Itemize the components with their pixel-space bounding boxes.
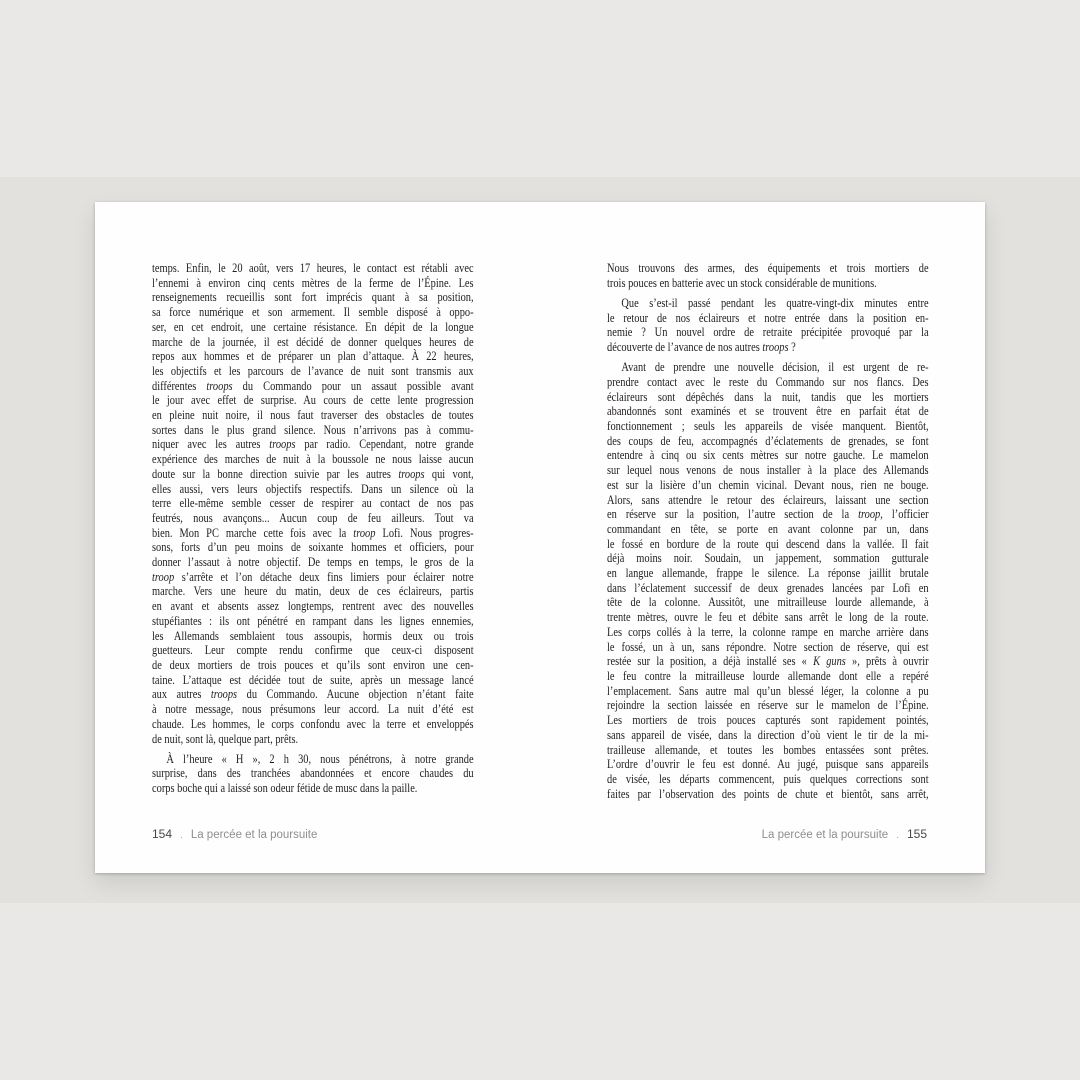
- text-line: trente mètres, ouvre le feu et débite sans arrêt le long de la route.: [607, 609, 929, 625]
- text-line: l’ennemi à environ cinq cents mètres de la ferme de l’Épine. Les: [152, 274, 474, 290]
- text-line: elles aussi, vers leurs objectifs respectifs. Dans un silence où la: [152, 480, 474, 496]
- paragraph: [607, 360, 929, 801]
- text-line: rejoindre la section laissée en réserve sur le mamelon de l’Épine.: [607, 697, 929, 713]
- text-line: À l’heure « H », 2 h 30, nous pénétrons, à notre grande: [166, 750, 474, 766]
- page-number: 154: [152, 827, 173, 841]
- text-line: repos aux hommes et de préparer un plan d’attaque. À 22 heures,: [152, 348, 474, 364]
- text-line: chaude. Les hommes, le corps confondu avec la terre et enveloppés: [152, 715, 474, 731]
- text-line: marche de la journée, il est décidé de donner quelques heures de: [152, 333, 474, 349]
- text-line: sortes dans le plus grand silence. Nous n’arrivons pas à commu-: [152, 421, 474, 437]
- text-line: tête de la colonne. Aussitôt, une mitrailleuse lourde allemande, à: [607, 594, 929, 610]
- paragraph: [152, 261, 474, 746]
- text-line: en réserve sur la position, l’autre section de la troop, l’officier: [607, 506, 929, 522]
- text-line: à notre message, nous présumons leur accord. La nuit d’été est: [152, 701, 474, 717]
- text-line: Les corps collés à la terre, la colonne rampe en marche arrière dans: [607, 623, 929, 639]
- paragraph: [152, 752, 474, 796]
- footer-left: [152, 827, 317, 843]
- body-text-column-right: [607, 261, 1009, 801]
- text-line: nemie ? Un nouvel ordre de retraite précipitée provoqué par la: [607, 324, 929, 340]
- text-line: Les mortiers de trois pouces capturés sont rapidement pointés,: [607, 712, 929, 728]
- text-line: le retour de nos éclaireurs et notre entrée dans la position en-: [607, 309, 929, 325]
- text-line: éclaireurs sont dépêchés dans la nuit, tandis que les mortiers: [607, 388, 929, 404]
- text-line: dans l’éclatement successif de deux grenades lancées par Lofi en: [607, 579, 929, 595]
- text-line: de visée, les départs commencent, puis quelques corrections sont: [607, 770, 929, 786]
- text-line: niquer avec les autres troops par radio. Cependant, notre grande: [152, 436, 474, 452]
- chapter-title: La percée et la poursuite: [761, 829, 889, 841]
- text-line: le fossé, un à un, sans répondre. Notre section de réserve, qui est: [607, 638, 929, 654]
- text-line: stupéfiantes : ils ont pénétré en rampant dans les lignes ennemies,: [152, 612, 474, 628]
- paragraph: [607, 261, 929, 290]
- separator-dot: .: [896, 830, 899, 841]
- text-line: trailleuse allemande, et toutes les bombes entassées sont prêtes.: [607, 741, 929, 757]
- text-line: les objectifs et les parcours de l’avance de nuit sont transmis aux: [152, 362, 474, 378]
- text-line: prendre contact avec le reste du Commando sur nos flancs. Des: [607, 373, 929, 389]
- text-line: renseignements recueillis sont fort imprécis quant à sa position,: [152, 289, 474, 305]
- text-line: sans appareil de visée, dans la direction d’où vient le tir de la mi-: [607, 726, 929, 742]
- text-line: Alors, sans attendre le retour des éclaireurs, laissant une section: [607, 491, 929, 507]
- text-line: en pleine nuit noire, il nous faut traverser des obstacles de toutes: [152, 407, 474, 423]
- text-line: en langue allemande, frappe le silence. La réponse jaillit brutale: [607, 565, 929, 581]
- text-line: commandant en tête, se porte en avant colonne par un, dans: [607, 520, 929, 536]
- text-line: feutrés, nous avançons... Aucun coup de feu ailleurs. Tout va: [152, 509, 474, 525]
- separator-dot: .: [180, 830, 183, 841]
- text-line: de nuit, sont là, quelque part, prêts.: [152, 730, 299, 746]
- body-text-left: [152, 261, 474, 796]
- text-line: des coups de feu, accompagnés d’éclatements de grenades, se font: [607, 432, 929, 448]
- text-line: expérience des marches de nuit à la boussole ne nous laisse aucun: [152, 451, 474, 467]
- page-right: [540, 202, 985, 873]
- body-text-right: [607, 261, 929, 801]
- text-line: abandonnés sont examinés et se trouvent être en parfait état de: [607, 403, 929, 419]
- footer-right: [762, 827, 927, 843]
- text-line: le jour avec effet de surprise. Au cours de cette lente progression: [152, 392, 474, 408]
- text-line: fonctionnement ; seuls les appareils de visée manquent. Bientôt,: [607, 418, 929, 434]
- text-line: doute sur la bonne direction suivie par les autres troops qui vont,: [152, 465, 474, 481]
- text-line: troop s’arrête et l’on détache deux fins limiers pour éclairer notre: [152, 568, 474, 584]
- text-line: taine. L’attaque est décidée tout de suite, après un message lancé: [152, 671, 474, 687]
- text-line: guetteurs. Leur compte rendu confirme que ceux-ci disposent: [152, 642, 474, 658]
- text-line: différentes troops du Commando pour un assaut possible avant: [152, 377, 474, 393]
- text-line: sur lequel nous venons de nous installer à la place des Allemands: [607, 462, 929, 478]
- body-text-column-left: [152, 261, 554, 796]
- text-line: restée sur la position, a déjà installé ses « K guns », prêts à ouvrir: [607, 653, 929, 669]
- text-line: sons, forts d’un peu moins de soixante hommes et officiers, pour: [152, 539, 474, 555]
- text-line: surprise, dans des tranchées abandonnées et encore chaudes du: [152, 765, 474, 781]
- text-line: ser, en cet endroit, une certaine résistance. En dépit de la longue: [152, 318, 474, 334]
- text-line: trois pouces en batterie avec un stock considérable de munitions.: [607, 274, 877, 290]
- text-line: est sur la lisière d’un chemin vicinal. Devant nous, rien ne bouge.: [607, 476, 929, 492]
- page-number: 155: [906, 827, 927, 841]
- chapter-title: La percée et la poursuite: [190, 829, 318, 841]
- text-line: marche. Vers une heure du matin, deux de ces éclaireurs, partis: [152, 583, 474, 599]
- text-line: le feu contre la mitrailleuse lourde allemande dont elle a repéré: [607, 667, 929, 683]
- text-line: Nous trouvons des armes, des équipements et trois mortiers de: [607, 260, 929, 275]
- text-line: de deux mortiers de trois pouces et qu’ils sont environ une cen-: [152, 656, 474, 672]
- text-line: corps boche qui a laissé son odeur fétide de musc dans la paille.: [152, 780, 418, 796]
- text-line: déjà moins noir. Soudain, un jappement, sommation gutturale: [607, 550, 929, 566]
- text-line: terre elle-même semble cesser de respirer au contact de nos pas: [152, 495, 474, 511]
- text-line: temps. Enfin, le 20 août, vers 17 heures, le contact est rétabli avec: [152, 260, 474, 275]
- page-left: [95, 202, 540, 873]
- text-line: donner l’assaut à notre objectif. De temps en temps, le gros de la: [152, 554, 474, 570]
- text-line: sa force numérique et son armement. Il semble disposé à oppo-: [152, 304, 474, 320]
- text-line: faites par l’observation des points de chute et bientôt, sans arrêt,: [607, 785, 929, 801]
- paragraph: [607, 296, 929, 355]
- text-line: le fossé en bordure de la route qui descend dans la vallée. Il fait: [607, 535, 929, 551]
- text-line: l’emplacement. Sans autre mal qu’un blessé léger, la colonne a pu: [607, 682, 929, 698]
- text-line: les Allemands semblaient tous assoupis, hormis deux ou trois: [152, 627, 474, 643]
- text-line: entendre à cinq ou six cents mètres sur notre gauche. Le mamelon: [607, 447, 929, 463]
- text-line: découverte de l’avance de nos autres troops ?: [607, 339, 796, 355]
- text-line: aux autres troops du Commando. Aucune objection n’étant faite: [152, 686, 474, 702]
- text-line: Avant de prendre une nouvelle décision, il est urgent de re-: [621, 359, 929, 375]
- text-line: Que s’est-il passé pendant les quatre-vingt-dix minutes entre: [621, 294, 929, 310]
- text-line: en avant et absents assez longtemps, rentrent avec des nouvelles: [152, 598, 474, 614]
- text-line: L’ordre d’ouvrir le feu est donné. Au jugé, puisque sans appareils: [607, 756, 929, 772]
- book-spread: [95, 202, 985, 873]
- text-line: bien. Mon PC marche cette fois avec la troop Lofi. Nous progres-: [152, 524, 474, 540]
